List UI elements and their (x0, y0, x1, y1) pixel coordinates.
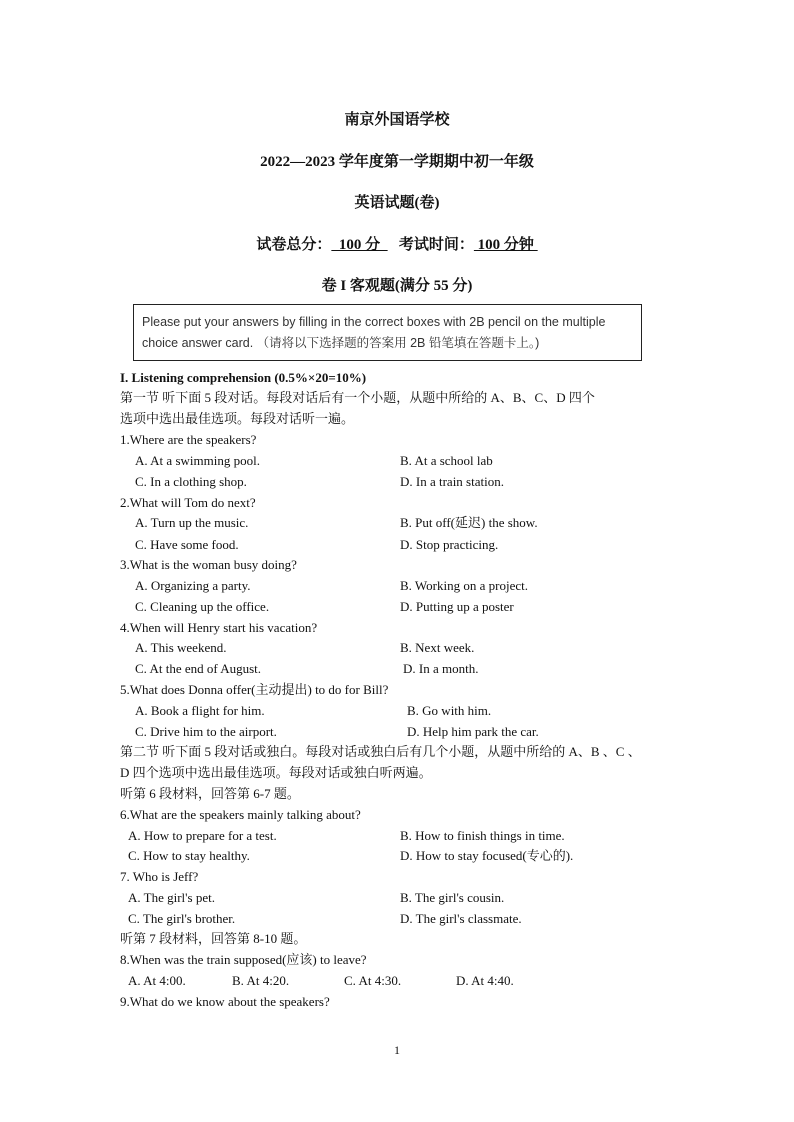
question-9: 9.What do we know about the speakers? (120, 994, 330, 1009)
question-6: 6.What are the speakers mainly talking about? (120, 807, 361, 822)
exam-meta (0, 233, 794, 254)
q5-option-a: A. Book a flight for him. (135, 703, 265, 718)
question-1: 1.Where are the speakers? (120, 432, 257, 447)
q6-option-b: B. How to finish things in time. (400, 828, 565, 843)
q8-option-d: D. At 4:40. (456, 973, 514, 988)
section2-instruction-line2: D 四个选项中选出最佳选项。每段对话或独白听两遍。 (120, 765, 432, 780)
section-title: I. Listening comprehension (0.5%×20=10%) (120, 370, 367, 385)
q4-option-c: C. At the end of August. (135, 661, 262, 676)
question-2: 2.What will Tom do next? (120, 495, 256, 510)
q2-option-c: C. Have some food. (135, 537, 239, 552)
section2-instruction-line1: 第二节 听下面 5 段对话或独白。每段对话或独白后有几个小题，从题中所给的 A、B 、C 、 (120, 744, 641, 759)
q5-option-d: D. Help him park the car. (407, 724, 539, 739)
q5-option-c: C. Drive him to the airport. (135, 724, 277, 739)
q3-option-b: B. Working on a project. (400, 578, 528, 593)
q2-option-a: A. Turn up the music. (135, 515, 249, 530)
q6-option-a: A. How to prepare for a test. (128, 828, 277, 843)
q8-option-a: A. At 4:00. (128, 973, 186, 988)
q1-option-d: D. In a train station. (400, 474, 504, 489)
q1-option-b: B. At a school lab (400, 453, 493, 468)
q7-option-d: D. The girl's classmate. (400, 911, 522, 926)
score-label: 试卷总分： (256, 237, 332, 253)
q1-option-c: C. In a clothing shop. (135, 474, 247, 489)
answer-notice-box: Please put your answers by filling in the correct boxes with 2B pencil on the multiple choice answer card. （请将以下选择题的答案用 2B 铅笔填在答题卡上。) (133, 304, 642, 361)
q7-option-c: C. The girl's brother. (128, 911, 236, 926)
q6-option-d: D. How to stay focused(专心的). (400, 848, 574, 863)
q7-option-a: A. The girl's pet. (128, 890, 215, 905)
q8-option-c: C. At 4:30. (344, 973, 402, 988)
q2-option-b: B. Put off(延迟) the show. (400, 515, 538, 530)
question-4: 4.When will Henry start his vacation? (120, 620, 318, 635)
page-number: 1 (394, 1043, 400, 1057)
question-3: 3.What is the woman busy doing? (120, 557, 297, 572)
time-label: 考试时间： (398, 237, 474, 253)
q4-option-d: D. In a month. (403, 661, 479, 676)
part-title: 卷 I 客观题(满分 55 分) (321, 278, 473, 294)
material-7-label: 听第 7 段材料，回答第 8-10 题。 (120, 931, 307, 946)
q5-option-b: B. Go with him. (407, 703, 492, 718)
q3-option-d: D. Putting up a poster (400, 599, 514, 614)
section1-instruction-line1: 第一节 听下面 5 段对话。每段对话后有一个小题，从题中所给的 A、B、C、D 四个 (120, 390, 595, 405)
q3-option-c: C. Cleaning up the office. (135, 599, 270, 614)
q4-option-b: B. Next week. (400, 640, 475, 655)
q4-option-a: A. This weekend. (135, 640, 227, 655)
q7-option-b: B. The girl's cousin. (400, 890, 505, 905)
term-title: 2022—2023 学年度第一学期期中初一年级 (260, 154, 534, 170)
time-value: 100 分钟 (473, 237, 538, 253)
q8-option-b: B. At 4:20. (232, 973, 290, 988)
section1-instruction-line2: 选项中选出最佳选项。每段对话听一遍。 (120, 411, 355, 426)
material-6-label: 听第 6 段材料，回答第 6-7 题。 (120, 786, 300, 801)
q6-option-c: C. How to stay healthy. (128, 848, 250, 863)
score-value: 100 分 (331, 237, 388, 253)
school-name: 南京外国语学校 (344, 112, 450, 128)
question-5: 5.What does Donna offer(主动提出) to do for Bill? (120, 682, 389, 697)
q3-option-a: A. Organizing a party. (135, 578, 251, 593)
q1-option-a: A. At a swimming pool. (135, 453, 260, 468)
question-7: 7. Who is Jeff? (120, 869, 199, 884)
question-8: 8.When was the train supposed(应该) to leave? (120, 952, 367, 967)
q2-option-d: D. Stop practicing. (400, 537, 499, 552)
subject-title: 英语试题(卷) (354, 195, 440, 211)
